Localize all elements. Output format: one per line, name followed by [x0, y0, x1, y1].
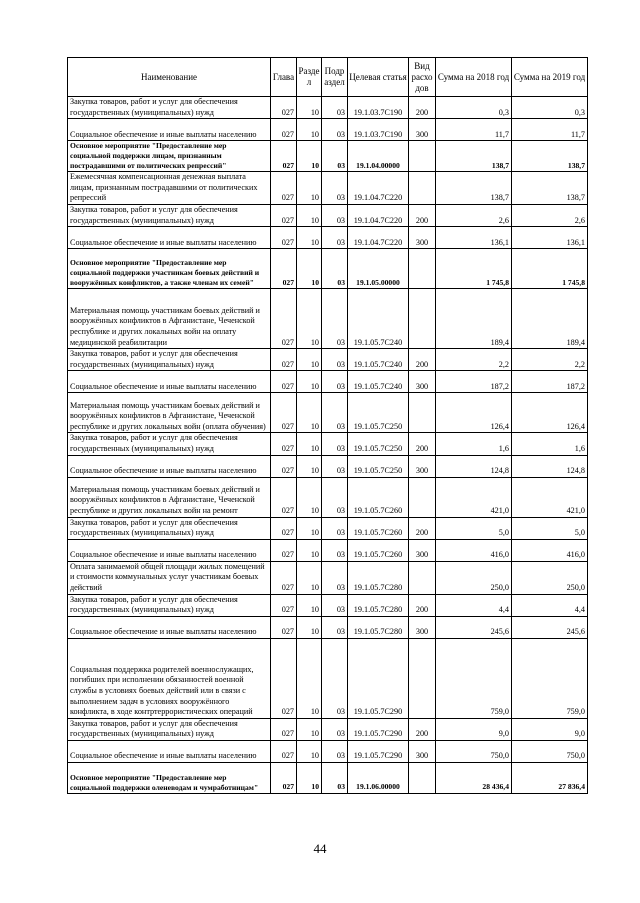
- cell-podrazdel: 03: [322, 349, 348, 371]
- cell-glava: 027: [271, 97, 297, 119]
- table-row: [68, 594, 588, 616]
- cell-article: 19.1.05.7С240: [348, 371, 409, 393]
- cell-glava: 027: [271, 517, 297, 539]
- table-header: [68, 58, 588, 97]
- header-vid: Вид расхо дов: [409, 58, 436, 97]
- cell-vid: [409, 141, 436, 172]
- cell-name: Закупка товаров, работ и услуг для обеспечения государственных (муниципальных) нужд: [68, 433, 271, 455]
- cell-name: Социальное обеспечение и иные выплаты населению: [68, 119, 271, 141]
- cell-glava: 027: [271, 561, 297, 594]
- cell-sum2018: 0,3: [436, 97, 512, 119]
- cell-glava: 027: [271, 455, 297, 477]
- cell-name: Социальное обеспечение и иные выплаты населению: [68, 539, 271, 561]
- cell-name: Закупка товаров, работ и услуг для обеспечения государственных (муниципальных) нужд: [68, 204, 271, 226]
- cell-glava: 027: [271, 349, 297, 371]
- table-row: [68, 616, 588, 638]
- cell-vid: 300: [409, 539, 436, 561]
- cell-razdel: 10: [297, 349, 322, 371]
- cell-vid: 300: [409, 740, 436, 762]
- cell-vid: 200: [409, 204, 436, 226]
- cell-article: 19.1.03.7С190: [348, 97, 409, 119]
- cell-sum2019: 187,2: [512, 371, 588, 393]
- cell-vid: 300: [409, 455, 436, 477]
- cell-name: Ежемесячная компенсационная денежная выплата лицам, признанным пострадавшими от политических репрессий: [68, 172, 271, 205]
- cell-sum2018: 5,0: [436, 517, 512, 539]
- cell-sum2019: 1,6: [512, 433, 588, 455]
- cell-article: 19.1.04.7С220: [348, 172, 409, 205]
- cell-name: Социальная поддержка родителей военнослужащих, погибших при исполнении обязанностей военной службы в условиях боевых действий или в связи с выполнением задач в условиях вооружённого конфликта, в ходе контртеррористических операций: [68, 638, 271, 718]
- table-row: [68, 561, 588, 594]
- cell-podrazdel: 03: [322, 539, 348, 561]
- cell-sum2019: 2,6: [512, 204, 588, 226]
- table-row: [68, 141, 588, 172]
- cell-article: 19.1.05.7С280: [348, 616, 409, 638]
- cell-podrazdel: 03: [322, 371, 348, 393]
- cell-vid: [409, 477, 436, 517]
- cell-podrazdel: 03: [322, 433, 348, 455]
- cell-name: Социальное обеспечение и иные выплаты населению: [68, 616, 271, 638]
- cell-name: Закупка товаров, работ и услуг для обеспечения государственных (муниципальных) нужд: [68, 97, 271, 119]
- budget-table: [67, 57, 588, 794]
- cell-sum2019: 416,0: [512, 539, 588, 561]
- table-row: [68, 172, 588, 205]
- cell-razdel: 10: [297, 762, 322, 793]
- cell-article: 19.1.05.7С290: [348, 740, 409, 762]
- cell-name: Закупка товаров, работ и услуг для обеспечения государственных (муниципальных) нужд: [68, 517, 271, 539]
- cell-vid: 300: [409, 371, 436, 393]
- cell-vid: [409, 638, 436, 718]
- cell-razdel: 10: [297, 477, 322, 517]
- cell-glava: 027: [271, 762, 297, 793]
- cell-podrazdel: 03: [322, 638, 348, 718]
- cell-sum2018: 759,0: [436, 638, 512, 718]
- cell-sum2019: 2,2: [512, 349, 588, 371]
- cell-glava: 027: [271, 371, 297, 393]
- cell-sum2018: 28 436,4: [436, 762, 512, 793]
- cell-sum2018: 2,6: [436, 204, 512, 226]
- table-row: [68, 119, 588, 141]
- cell-razdel: 10: [297, 119, 322, 141]
- header-glava: Глава: [271, 58, 297, 97]
- cell-article: 19.1.05.7С240: [348, 289, 409, 349]
- cell-sum2018: 124,8: [436, 455, 512, 477]
- table-row: [68, 393, 588, 433]
- cell-vid: 200: [409, 718, 436, 740]
- cell-podrazdel: 03: [322, 119, 348, 141]
- cell-podrazdel: 03: [322, 204, 348, 226]
- cell-vid: [409, 289, 436, 349]
- cell-sum2018: 189,4: [436, 289, 512, 349]
- cell-razdel: 10: [297, 539, 322, 561]
- table-row: [68, 433, 588, 455]
- cell-vid: 200: [409, 517, 436, 539]
- cell-vid: [409, 762, 436, 793]
- cell-podrazdel: 03: [322, 718, 348, 740]
- cell-sum2018: 750,0: [436, 740, 512, 762]
- cell-podrazdel: 03: [322, 172, 348, 205]
- cell-vid: 200: [409, 349, 436, 371]
- cell-article: 19.1.05.7С290: [348, 638, 409, 718]
- cell-glava: 027: [271, 638, 297, 718]
- cell-name: Закупка товаров, работ и услуг для обеспечения государственных (муниципальных) нужд: [68, 349, 271, 371]
- cell-sum2019: 1 745,8: [512, 249, 588, 289]
- cell-article: 19.1.05.7С260: [348, 539, 409, 561]
- cell-sum2018: 138,7: [436, 172, 512, 205]
- cell-razdel: 10: [297, 97, 322, 119]
- cell-razdel: 10: [297, 172, 322, 205]
- cell-article: 19.1.05.7С250: [348, 433, 409, 455]
- cell-glava: 027: [271, 393, 297, 433]
- cell-name: Социальное обеспечение и иные выплаты населению: [68, 371, 271, 393]
- cell-name: Материальная помощь участникам боевых действий и вооружённых конфликтов в Афганистане, Чеченской республике и других локальных войн (оплата обучения): [68, 393, 271, 433]
- cell-sum2018: 11,7: [436, 119, 512, 141]
- cell-sum2019: 0,3: [512, 97, 588, 119]
- cell-sum2018: 2,2: [436, 349, 512, 371]
- header-razdel: Разде л: [297, 58, 322, 97]
- cell-sum2018: 416,0: [436, 539, 512, 561]
- cell-sum2018: 245,6: [436, 616, 512, 638]
- cell-sum2019: 138,7: [512, 141, 588, 172]
- header-name: Наименование: [68, 58, 271, 97]
- cell-glava: 027: [271, 539, 297, 561]
- cell-vid: [409, 561, 436, 594]
- cell-article: 19.1.04.7С220: [348, 227, 409, 249]
- table-row: [68, 718, 588, 740]
- cell-name: Основное мероприятие "Предоставление мер социальной поддержки оленеводам и чумработницам": [68, 762, 271, 793]
- cell-name: Основное мероприятие "Предоставление мер социальной поддержки участникам боевых действий и вооружённых конфликтов, а также членам их семей": [68, 249, 271, 289]
- cell-sum2019: 126,4: [512, 393, 588, 433]
- cell-podrazdel: 03: [322, 227, 348, 249]
- cell-vid: 300: [409, 119, 436, 141]
- cell-sum2019: 250,0: [512, 561, 588, 594]
- cell-sum2018: 250,0: [436, 561, 512, 594]
- cell-glava: 027: [271, 249, 297, 289]
- cell-sum2018: 126,4: [436, 393, 512, 433]
- cell-vid: 200: [409, 97, 436, 119]
- cell-glava: 027: [271, 433, 297, 455]
- cell-article: 19.1.05.7С280: [348, 561, 409, 594]
- cell-razdel: 10: [297, 141, 322, 172]
- cell-article: 19.1.05.00000: [348, 249, 409, 289]
- cell-name: Социальное обеспечение и иные выплаты населению: [68, 455, 271, 477]
- cell-sum2019: 124,8: [512, 455, 588, 477]
- cell-vid: 200: [409, 594, 436, 616]
- cell-sum2019: 189,4: [512, 289, 588, 349]
- cell-glava: 027: [271, 740, 297, 762]
- cell-sum2019: 421,0: [512, 477, 588, 517]
- table-row: [68, 539, 588, 561]
- cell-razdel: 10: [297, 371, 322, 393]
- cell-sum2019: 759,0: [512, 638, 588, 718]
- cell-sum2019: 4,4: [512, 594, 588, 616]
- cell-glava: 027: [271, 616, 297, 638]
- table-row: [68, 204, 588, 226]
- header-sum2019: Сумма на 2019 год: [512, 58, 588, 97]
- cell-name: Закупка товаров, работ и услуг для обеспечения государственных (муниципальных) нужд: [68, 718, 271, 740]
- cell-vid: [409, 393, 436, 433]
- cell-article: 19.1.06.00000: [348, 762, 409, 793]
- cell-sum2019: 11,7: [512, 119, 588, 141]
- cell-glava: 027: [271, 289, 297, 349]
- cell-razdel: 10: [297, 561, 322, 594]
- cell-razdel: 10: [297, 227, 322, 249]
- cell-name: Закупка товаров, работ и услуг для обеспечения государственных (муниципальных) нужд: [68, 594, 271, 616]
- cell-sum2019: 5,0: [512, 517, 588, 539]
- table-row: [68, 227, 588, 249]
- cell-article: 19.1.04.00000: [348, 141, 409, 172]
- cell-sum2019: 27 836,4: [512, 762, 588, 793]
- cell-sum2018: 1 745,8: [436, 249, 512, 289]
- table-row: [68, 477, 588, 517]
- table-row: [68, 371, 588, 393]
- cell-vid: [409, 249, 436, 289]
- cell-article: 19.1.05.7С250: [348, 393, 409, 433]
- table-row: [68, 249, 588, 289]
- cell-article: 19.1.05.7С280: [348, 594, 409, 616]
- cell-sum2018: 421,0: [436, 477, 512, 517]
- table-row: [68, 455, 588, 477]
- header-sum2018: Сумма на 2018 год: [436, 58, 512, 97]
- table-row: [68, 638, 588, 718]
- cell-glava: 027: [271, 227, 297, 249]
- cell-podrazdel: 03: [322, 393, 348, 433]
- cell-sum2018: 136,1: [436, 227, 512, 249]
- cell-razdel: 10: [297, 393, 322, 433]
- cell-podrazdel: 03: [322, 740, 348, 762]
- cell-podrazdel: 03: [322, 762, 348, 793]
- cell-glava: 027: [271, 718, 297, 740]
- cell-razdel: 10: [297, 638, 322, 718]
- cell-glava: 027: [271, 204, 297, 226]
- cell-vid: 300: [409, 227, 436, 249]
- cell-name: Оплата занимаемой общей площади жилых помещений и стоимости коммунальных услуг участникам боевых действий: [68, 561, 271, 594]
- cell-podrazdel: 03: [322, 594, 348, 616]
- cell-sum2019: 750,0: [512, 740, 588, 762]
- cell-razdel: 10: [297, 289, 322, 349]
- cell-podrazdel: 03: [322, 477, 348, 517]
- table-row: [68, 762, 588, 793]
- cell-name: Социальное обеспечение и иные выплаты населению: [68, 740, 271, 762]
- cell-sum2018: 4,4: [436, 594, 512, 616]
- page-number: 44: [313, 841, 327, 856]
- cell-podrazdel: 03: [322, 249, 348, 289]
- cell-glava: 027: [271, 119, 297, 141]
- cell-razdel: 10: [297, 249, 322, 289]
- cell-glava: 027: [271, 594, 297, 616]
- cell-sum2019: 138,7: [512, 172, 588, 205]
- table-row: [68, 289, 588, 349]
- cell-article: 19.1.05.7С250: [348, 455, 409, 477]
- cell-razdel: 10: [297, 740, 322, 762]
- cell-article: 19.1.05.7С260: [348, 477, 409, 517]
- header-podrazdel: Подр аздел: [322, 58, 348, 97]
- cell-podrazdel: 03: [322, 561, 348, 594]
- cell-glava: 027: [271, 141, 297, 172]
- cell-article: 19.1.05.7С240: [348, 349, 409, 371]
- cell-article: 19.1.03.7С190: [348, 119, 409, 141]
- cell-razdel: 10: [297, 616, 322, 638]
- cell-sum2019: 9,0: [512, 718, 588, 740]
- cell-sum2018: 1,6: [436, 433, 512, 455]
- table-row: [68, 740, 588, 762]
- cell-podrazdel: 03: [322, 97, 348, 119]
- cell-name: Основное мероприятие "Предоставление мер социальной поддержки лицам, признанным пострадавшими от политических репрессий": [68, 141, 271, 172]
- table-body: [68, 97, 588, 794]
- cell-glava: 027: [271, 477, 297, 517]
- cell-name: Социальное обеспечение и иные выплаты населению: [68, 227, 271, 249]
- cell-sum2018: 9,0: [436, 718, 512, 740]
- cell-razdel: 10: [297, 517, 322, 539]
- cell-vid: [409, 172, 436, 205]
- cell-podrazdel: 03: [322, 517, 348, 539]
- cell-podrazdel: 03: [322, 616, 348, 638]
- cell-name: Материальная помощь участникам боевых действий и вооружённых конфликтов в Афганистане, Чеченской республике и других локальных войн на ремонт: [68, 477, 271, 517]
- cell-razdel: 10: [297, 455, 322, 477]
- table-row: [68, 517, 588, 539]
- cell-podrazdel: 03: [322, 289, 348, 349]
- cell-article: 19.1.04.7С220: [348, 204, 409, 226]
- cell-vid: 300: [409, 616, 436, 638]
- cell-razdel: 10: [297, 718, 322, 740]
- table-row: [68, 97, 588, 119]
- cell-sum2019: 245,6: [512, 616, 588, 638]
- cell-article: 19.1.05.7С290: [348, 718, 409, 740]
- cell-podrazdel: 03: [322, 455, 348, 477]
- cell-razdel: 10: [297, 433, 322, 455]
- header-article: Целевая статья: [348, 58, 409, 97]
- cell-sum2019: 136,1: [512, 227, 588, 249]
- cell-podrazdel: 03: [322, 141, 348, 172]
- cell-glava: 027: [271, 172, 297, 205]
- table-row: [68, 349, 588, 371]
- cell-razdel: 10: [297, 594, 322, 616]
- cell-sum2018: 138,7: [436, 141, 512, 172]
- cell-vid: 200: [409, 433, 436, 455]
- cell-sum2018: 187,2: [436, 371, 512, 393]
- cell-name: Материальная помощь участникам боевых действий и вооружённых конфликтов в Афганистане, Чеченской республике и других локальных войн на оплату медицинской реабилитации: [68, 289, 271, 349]
- cell-razdel: 10: [297, 204, 322, 226]
- cell-article: 19.1.05.7С260: [348, 517, 409, 539]
